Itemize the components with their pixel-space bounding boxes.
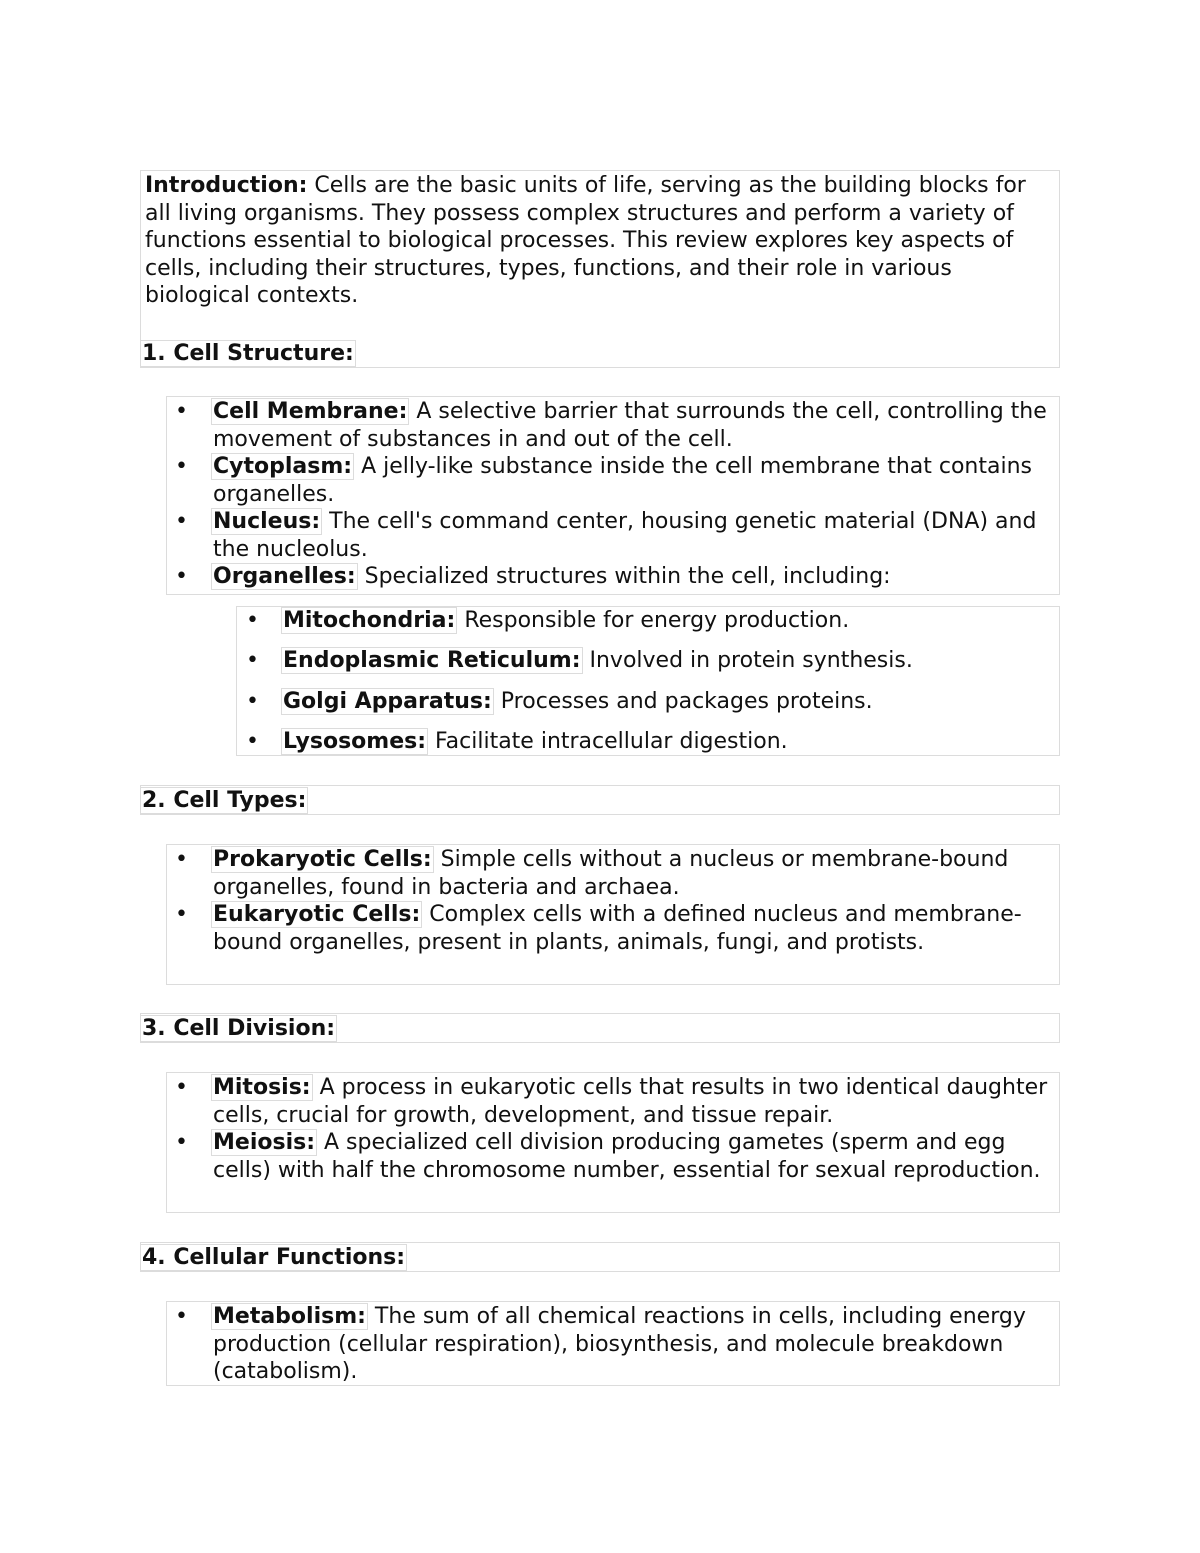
intro-paragraph (145, 172, 1055, 310)
cell-structure-list (166, 396, 1060, 595)
bullet-icon: • (175, 564, 188, 589)
intro-label: Introduction: (145, 173, 308, 198)
item-text: Simple cells without a nucleus or membrane-bound organelles, found in bacteria and archaea. (213, 847, 1009, 900)
item-text: A specialized cell division producing gametes (sperm and egg cells) with half the chromosome number, essential for sexual reproduction. (213, 1130, 1041, 1183)
item-label: Cytoplasm: (213, 454, 353, 479)
item-text: Involved in protein synthesis. (582, 648, 913, 674)
cell-division-list (166, 1072, 1060, 1213)
list-item (167, 1303, 1059, 1386)
item-label: Meiosis: (213, 1130, 315, 1155)
item-text: Complex cells with a defined nucleus and membrane-bound organelles, present in plants, animals, fungi, and protists. (213, 902, 1022, 955)
item-text: Specialized structures within the cell, including: (357, 564, 891, 589)
intro-block (140, 170, 1060, 368)
list-item (167, 398, 1059, 453)
item-text: A jelly-like substance inside the cell membrane that contains organelles. (213, 454, 1032, 507)
section-heading-cell-structure (142, 340, 356, 368)
list-item (167, 453, 1059, 508)
list-item (167, 508, 1059, 563)
sub-list-item (237, 728, 1059, 768)
item-label: Metabolism: (213, 1304, 366, 1329)
list-item (167, 846, 1059, 901)
bullet-icon: • (175, 399, 188, 424)
item-label: Organelles: (213, 564, 356, 589)
bullet-icon: • (246, 688, 259, 714)
intro-text: Cells are the basic units of life, serving as the building blocks for all living organisms. They possess complex structures and perform a variety of functions essential to biological processes. This review explores key aspects of cells, including their structures, types, functions, and their role in various biological contexts. (145, 173, 1026, 308)
section-heading-cellular-functions (140, 1242, 1060, 1272)
bullet-icon: • (246, 728, 259, 754)
item-text: Processes and packages proteins. (493, 688, 873, 714)
list-item (167, 1129, 1059, 1184)
item-text: A process in eukaryotic cells that results in two identical daughter cells, crucial for growth, development, and tissue repair. (213, 1075, 1048, 1128)
item-label: Cell Membrane: (213, 399, 408, 424)
section-1-heading: 1. Cell Structure: (142, 341, 354, 366)
section-3-heading: 3. Cell Division: (142, 1016, 336, 1041)
item-label: Endoplasmic Reticulum: (283, 648, 581, 674)
organelles-sublist (236, 606, 1060, 756)
bullet-icon: • (175, 454, 188, 479)
item-label: Lysosomes: (283, 728, 427, 754)
section-4-heading: 4. Cellular Functions: (142, 1245, 406, 1270)
bullet-icon: • (175, 847, 188, 872)
sub-list-item (237, 647, 1059, 687)
item-label: Mitosis: (213, 1075, 311, 1100)
cellular-functions-list (166, 1301, 1060, 1386)
bullet-icon: • (246, 648, 259, 674)
item-label: Golgi Apparatus: (283, 688, 492, 714)
sub-list-item (237, 688, 1059, 728)
section-heading-cell-division (140, 1013, 1060, 1043)
item-label: Nucleus: (213, 509, 321, 534)
bullet-icon: • (175, 902, 188, 927)
bullet-icon: • (175, 1075, 188, 1100)
section-2-heading: 2. Cell Types: (142, 788, 307, 813)
item-text: The sum of all chemical reactions in cells, including energy production (cellular respiration), biosynthesis, and molecule breakdown (catabolism). (213, 1304, 1026, 1384)
cell-types-list (166, 844, 1060, 985)
list-item (167, 563, 1059, 591)
item-text: A selective barrier that surrounds the cell, controlling the movement of substances in and out of the cell. (213, 399, 1047, 452)
item-text: The cell's command center, housing genetic material (DNA) and the nucleolus. (213, 509, 1037, 562)
item-label: Mitochondria: (283, 608, 456, 633)
item-text: Responsible for energy production. (457, 608, 850, 633)
list-item (167, 1074, 1059, 1129)
bullet-icon: • (175, 1304, 188, 1329)
list-item (167, 901, 1059, 956)
item-label: Eukaryotic Cells: (213, 902, 421, 927)
sub-list-item (237, 607, 1059, 647)
section-heading-cell-types (140, 785, 1060, 815)
bullet-icon: • (246, 608, 259, 633)
bullet-icon: • (175, 509, 188, 534)
bullet-icon: • (175, 1130, 188, 1155)
item-text: Facilitate intracellular digestion. (428, 728, 788, 754)
item-label: Prokaryotic Cells: (213, 847, 432, 872)
